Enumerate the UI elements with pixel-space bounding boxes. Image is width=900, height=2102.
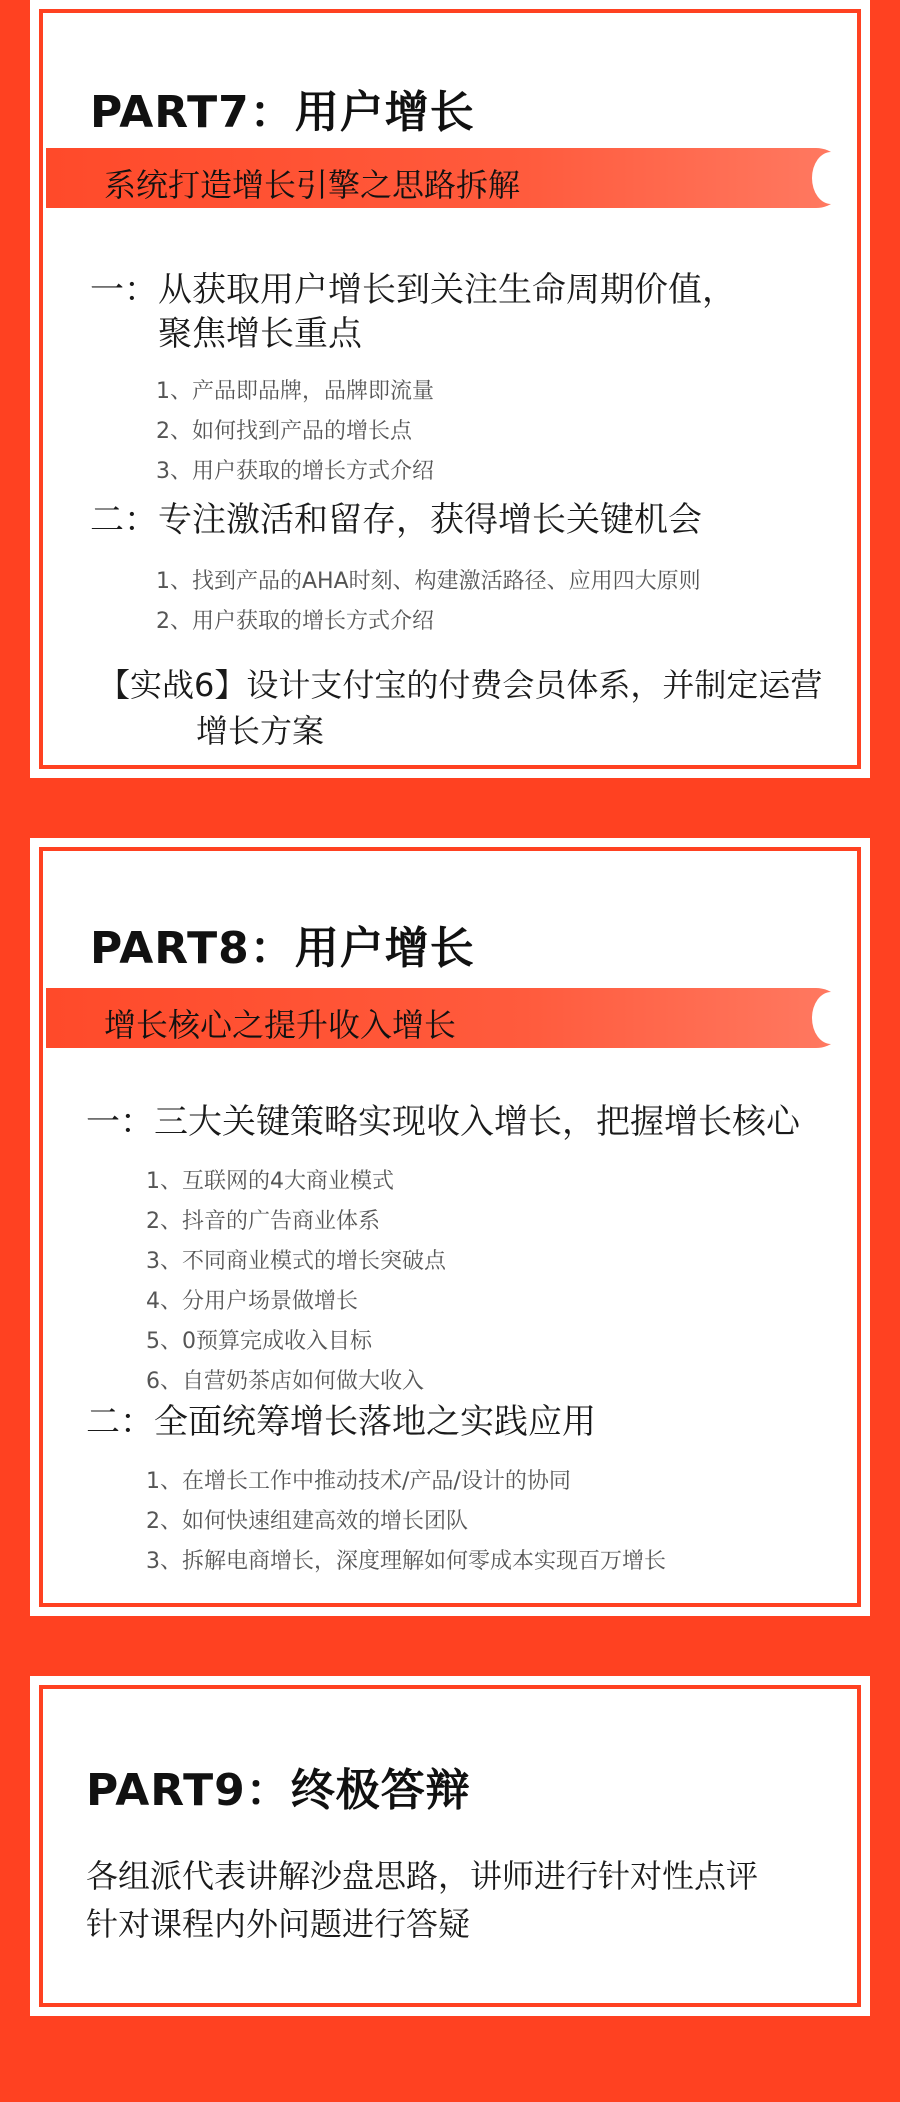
part7-section1-heading-cont: 聚焦增长重点 [158, 314, 362, 354]
list-item: 1、互联网的4大商业模式 [146, 1169, 394, 1194]
part7-section1-heading: 一：从获取用户增长到关注生命周期价值， [90, 270, 736, 310]
part8-card [30, 838, 870, 1616]
part7-card [30, 0, 870, 778]
list-item: 1、在增长工作中推动技术/产品/设计的协同 [146, 1469, 571, 1494]
list-item: 2、如何找到产品的增长点 [156, 419, 412, 444]
list-item: 3、不同商业模式的增长突破点 [146, 1249, 446, 1274]
part7-section2-heading: 二：专注激活和留存，获得增长关键机会 [90, 500, 702, 540]
list-item: 3、用户获取的增长方式介绍 [156, 459, 434, 484]
list-item: 2、如何快速组建高效的增长团队 [146, 1509, 468, 1534]
card-border [40, 1686, 860, 2006]
list-item: 2、用户获取的增长方式介绍 [156, 609, 434, 634]
list-item: 1、找到产品的AHA时刻、构建激活路径、应用四大原则 [156, 569, 701, 594]
part7-title: PART7：用户增长 [90, 87, 475, 138]
part7-ribbon [46, 148, 846, 208]
list-item: 3、拆解电商增长，深度理解如何零成本实现百万增长 [146, 1549, 666, 1574]
list-item: 4、分用户场景做增长 [146, 1289, 358, 1314]
part8-ribbon-text: 增长核心之提升收入增长 [104, 1006, 457, 1044]
list-item: 6、自营奶茶店如何做大收入 [146, 1369, 424, 1394]
part8-section1-heading: 一：三大关键策略实现收入增长，把握增长核心 [86, 1102, 800, 1142]
part9-line2: 针对课程内外问题进行答疑 [86, 1905, 471, 1943]
part7-practice: 【实战6】设计支付宝的付费会员体系，并制定运营 [98, 666, 823, 704]
part9-card [30, 1676, 870, 2016]
part8-ribbon [46, 988, 846, 1048]
part8-section2-heading: 二：全面统筹增长落地之实践应用 [86, 1402, 596, 1442]
list-item: 2、抖音的广告商业体系 [146, 1209, 380, 1234]
list-item: 1、产品即品牌，品牌即流量 [156, 379, 434, 404]
part7-practice-cont: 增长方案 [196, 712, 325, 750]
part8-title: PART8：用户增长 [90, 923, 475, 974]
part7-ribbon-text: 系统打造增长引擎之思路拆解 [104, 166, 521, 204]
part9-line1: 各组派代表讲解沙盘思路，讲师进行针对性点评 [86, 1857, 759, 1895]
list-item: 5、0预算完成收入目标 [146, 1329, 372, 1354]
part9-title: PART9：终极答辩 [86, 1765, 471, 1816]
